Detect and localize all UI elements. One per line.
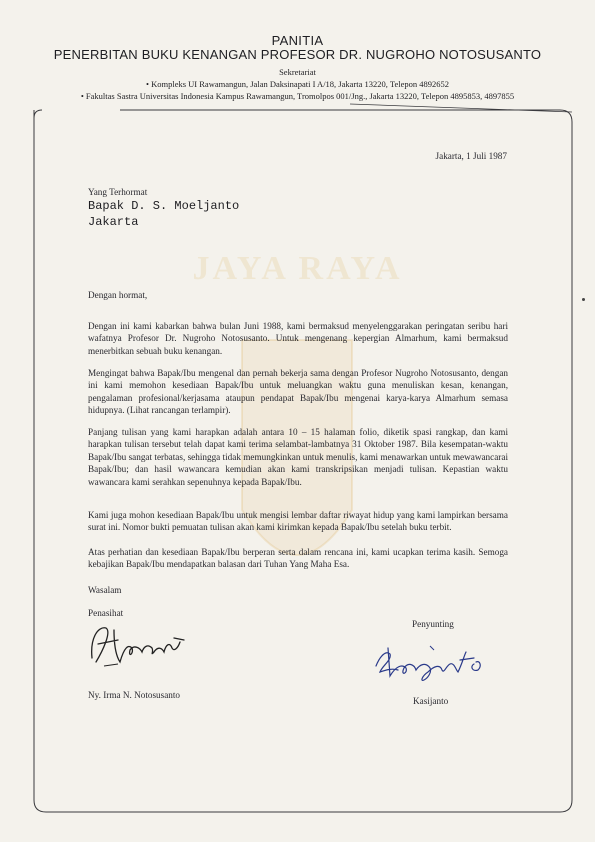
recipient-name: Bapak D. S. Moeljanto bbox=[88, 199, 240, 213]
paragraph-4: Kami juga mohon kesediaan Bapak/Ibu untuk mengisi lembar daftar riwayat hidup yang kami lampirkan bersama surat ini. Nomor bukti pemuatan tulisan akan kami kirimkan kepada Bapak/Ibu setelah buku terbit. bbox=[88, 510, 508, 533]
watermark: JAYA RAYA bbox=[192, 250, 403, 287]
letterhead-secretariat-label: Sekretariat bbox=[279, 67, 316, 77]
letterhead-committee: PANITIA bbox=[271, 33, 324, 48]
signature-left bbox=[84, 618, 194, 670]
paragraph-2: Mengingat bahwa Bapak/Ibu mengenal dan pernah bekerja sama dengan Profesor Nugroho Notosusanto, dengan ini kami memohon kesediaan Bapak/Ibu untuk meluangkan waktu guna menuliskan kesan, kenangan, pengalaman profesional/kerjasama ataupun pendapat Bapak/Ibu mengenai karya-karya Almarhum semasa hidupnya. (Lihat rancangan terlampir). bbox=[88, 368, 508, 416]
signatory-right-role: Penyunting bbox=[412, 619, 454, 629]
paragraph-5: Atas perhatian dan kesediaan Bapak/Ibu berperan serta dalam rencana ini, kami ucapkan terima kasih. Semoga kebajikan Bapak/Ibu mendapatkan balasan dari Tuhan Yang Maha Esa. bbox=[88, 547, 508, 570]
letterhead-address-1: • Kompleks UI Rawamangun, Jalan Daksinapati I A/18, Jakarta 13220, Telepon 4892652 bbox=[146, 79, 449, 89]
signatory-left-role: Penasihat bbox=[88, 608, 124, 618]
salutation: Yang Terhormat bbox=[88, 187, 148, 197]
greeting: Dengan hormat, bbox=[88, 290, 148, 300]
signatory-left-name: Ny. Irma N. Notosusanto bbox=[88, 690, 181, 700]
letter-date: Jakarta, 1 Juli 1987 bbox=[435, 151, 507, 161]
recipient-city: Jakarta bbox=[88, 215, 139, 229]
closing: Wasalam bbox=[88, 585, 122, 595]
signature-right bbox=[370, 636, 500, 686]
page-mark bbox=[582, 298, 585, 301]
signatory-right-name: Kasijanto bbox=[413, 696, 449, 706]
letterhead-title: PENERBITAN BUKU KENANGAN PROFESOR DR. NUGROHO NOTOSUSANTO bbox=[53, 47, 542, 62]
paragraph-1: Dengan ini kami kabarkan bahwa bulan Juni 1988, kami bermaksud menyelenggarakan peringatan seribu hari wafatnya Profesor Dr. Nugroho Notosusanto. Untuk mengenang kepergian Almarhum, kami bermaksud menerbitkan sebuah buku kenangan. bbox=[88, 321, 508, 356]
paragraph-3: Panjang tulisan yang kami harapkan adalah antara 10 – 15 halaman folio, diketik spasi rangkap, dan kami harapkan tulisan tersebut telah dapat kami terima selambat-lambatnya 31 Oktober 1987. Bila kesempatan-waktu Bapak/Ibu sangat terbatas, sehingga tidak memungkinkan untuk menulis, kami menawarkan untuk mewawancarai Bapak/Ibu; dan hasil wawancara kemudian akan kami transkripsikan menjadi tulisan. Kepastian waktu wawancara kami serahkan sepenuhnya kepada Bapak/Ibu. bbox=[88, 427, 508, 487]
letterhead-address-2: • Fakultas Sastra Universitas Indonesia Kampus Rawamangun, Tromolpos 001/Jng., Jakarta 13220, Telepon 4895853, 4897855 bbox=[80, 91, 515, 101]
